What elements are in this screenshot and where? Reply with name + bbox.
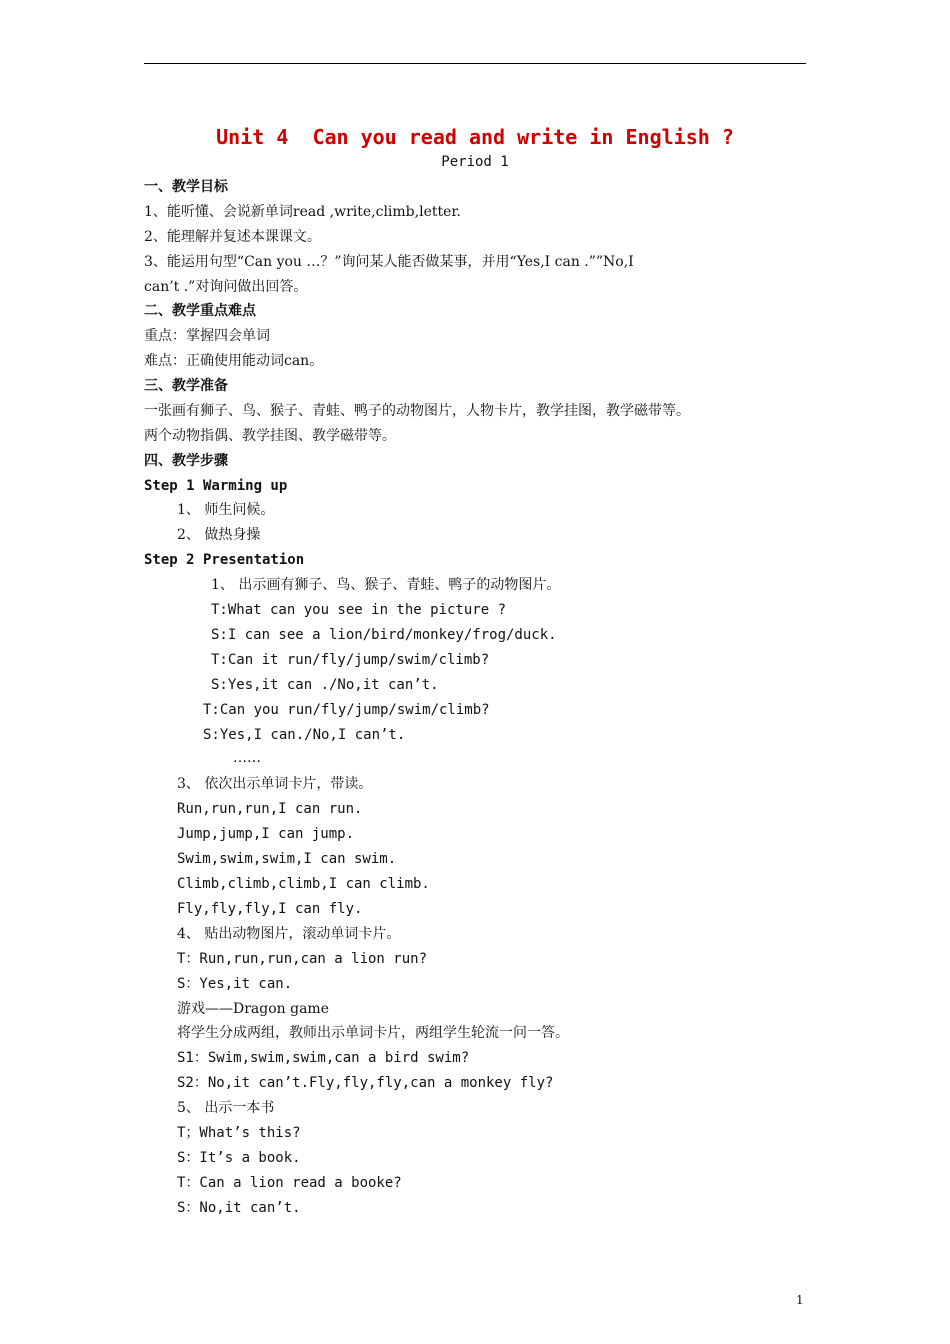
step-2-line-5: S:Yes,it can ./No,it can’t.: [211, 677, 439, 693]
prep-line-2: 两个动物指偶、教学挂图、教学磁带等。: [144, 428, 396, 444]
key-point: 重点：掌握四会单词: [144, 328, 270, 344]
step-2-line-26: S：No,it can’t.: [177, 1200, 301, 1216]
page-number: 1: [796, 1293, 804, 1307]
step-2-line-24: S：It’s a book.: [177, 1150, 301, 1166]
step-2-line-9: 3、 依次出示单词卡片，带读。: [177, 776, 373, 792]
prep-line-1: 一张画有狮子、鸟、猴子、青蛙、鸭子的动物图片，人物卡片，教学挂图，教学磁带等。: [144, 403, 690, 419]
step-2-line-20: S1：Swim,swim,swim,can a bird swim?: [177, 1050, 470, 1066]
header-rule: [144, 63, 806, 64]
key-heading: 二、教学重点难点: [144, 303, 256, 319]
document-title: Unit 4 Can you read and write in English ?: [216, 125, 734, 149]
step-2-line-19: 将学生分成两组，教师出示单词卡片，两组学生轮流一问一答。: [177, 1025, 569, 1041]
step-2-line-2: T:What can you see in the picture ?: [211, 602, 507, 618]
step-2-line-7: S:Yes,I can./No,I can’t.: [203, 727, 406, 743]
step-1-item-1: 1、 师生问候。: [177, 502, 275, 518]
step-2-line-6: T:Can you run/fly/jump/swim/climb?: [203, 702, 490, 718]
step-2-line-15: 4、 贴出动物图片，滚动单词卡片。: [177, 926, 401, 942]
step-2-line-23: T；What’s this?: [177, 1125, 301, 1141]
goal-2: 2、能理解并复述本课课文。: [144, 229, 321, 245]
step-1-heading: Step 1 Warming up: [144, 478, 288, 494]
step-2-line-16: T：Run,run,run,can a lion run?: [177, 951, 428, 967]
goal-1: 1、能听懂、会说新单词read ,write,climb,letter.: [144, 204, 461, 220]
difficulty-point: 难点：正确使用能动词can。: [144, 353, 324, 369]
step-1-item-2: 2、 做热身操: [177, 527, 261, 543]
step-2-line-12: Swim,swim,swim,I can swim.: [177, 851, 397, 867]
step-2-heading: Step 2 Presentation: [144, 552, 305, 568]
goal-3-line-2: can’t .”对询问做出回答。: [144, 279, 308, 295]
step-2-line-1: 1、 出示画有狮子、鸟、猴子、青蛙、鸭子的动物图片。: [211, 577, 561, 593]
step-2-line-22: 5、 出示一本书: [177, 1100, 275, 1116]
step-2-line-10: Run,run,run,I can run.: [177, 801, 363, 817]
step-2-line-13: Climb,climb,climb,I can climb.: [177, 876, 430, 892]
step-2-line-21: S2：No,it can’t.Fly,fly,fly,can a monkey fly?: [177, 1075, 554, 1091]
steps-heading: 四、教学步骤: [144, 453, 228, 469]
step-2-line-17: S：Yes,it can.: [177, 976, 293, 992]
step-2-line-4: T:Can it run/fly/jump/swim/climb?: [211, 652, 490, 668]
goals-heading: 一、教学目标: [144, 179, 228, 195]
step-2-line-11: Jump,jump,I can jump.: [177, 826, 355, 842]
step-2-line-18: 游戏——Dragon game: [177, 1001, 329, 1017]
period-label: Period 1: [441, 154, 509, 170]
step-2-line-14: Fly,fly,fly,I can fly.: [177, 901, 363, 917]
step-2-line-3: S:I can see a lion/bird/monkey/frog/duck.: [211, 627, 557, 643]
prep-heading: 三、教学准备: [144, 378, 228, 394]
step-2-ellipsis: ……: [233, 750, 261, 766]
goal-3-line-1: 3、能运用句型“Can you …？”询问某人能否做某事，并用“Yes,I can .””No,I: [144, 254, 634, 270]
step-2-line-25: T：Can a lion read a booke?: [177, 1175, 402, 1191]
